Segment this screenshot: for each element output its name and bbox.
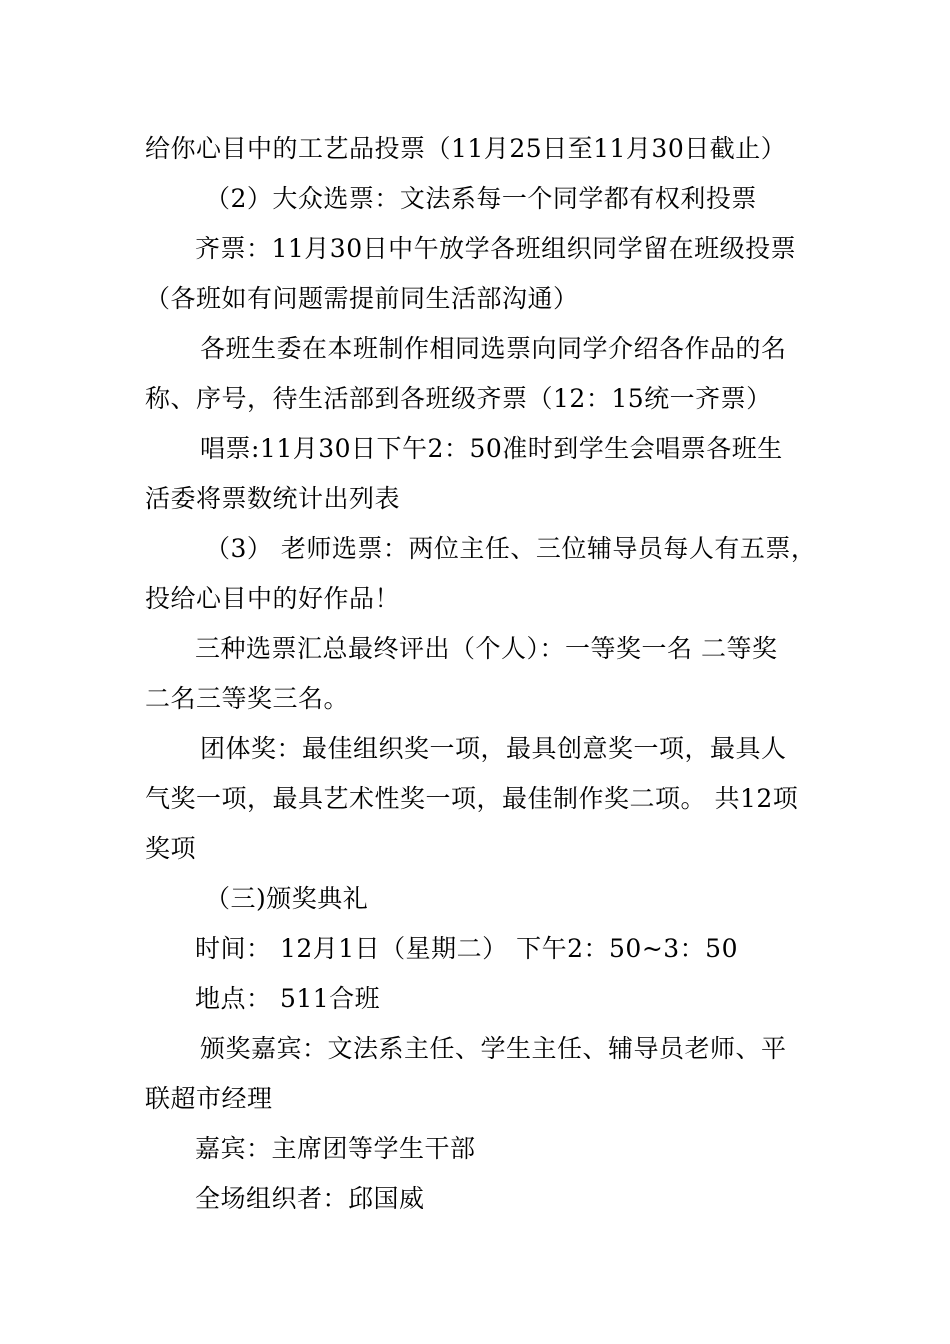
- text-line: 奖项: [145, 834, 197, 863]
- text-line: 给你心目中的工艺品投票（11月25日至11月30日截止）: [145, 134, 787, 163]
- document-body: [145, 124, 817, 1224]
- text-line: 时间： 12月1日（星期二） 下午2：50~3：50: [195, 934, 738, 963]
- text-line: （2）大众选票：文法系每一个同学都有权利投票: [205, 184, 757, 213]
- text-line: 嘉宾：主席团等学生干部: [195, 1134, 476, 1163]
- text-line: 气奖一项，最具艺术性奖一项，最佳制作奖二项。 共12项: [145, 784, 799, 813]
- text-line: 三种选票汇总最终评出（个人）：一等奖一名 二等奖: [195, 634, 778, 663]
- text-line: 唱票:11月30日下午2：50准时到学生会唱票各班生: [200, 434, 783, 463]
- text-line: 全场组织者：邱国威: [195, 1184, 425, 1213]
- text-line: 团体奖：最佳组织奖一项，最具创意奖一项，最具人: [200, 734, 787, 763]
- text-line: 活委将票数统计出列表: [145, 484, 401, 513]
- text-line: 联超市经理: [145, 1084, 273, 1113]
- text-line: 称、序号，待生活部到各班级齐票（12：15统一齐票）: [145, 384, 772, 413]
- text-line: 二名三等奖三名。: [145, 684, 350, 713]
- text-line: 颁奖嘉宾：文法系主任、学生主任、辅导员老师、平: [200, 1034, 787, 1063]
- section-heading: （三)颁奖典礼: [205, 884, 369, 913]
- text-line: 投给心目中的好作品！: [145, 584, 401, 613]
- text-line: 地点： 511合班: [195, 984, 381, 1013]
- text-line: （各班如有问题需提前同生活部沟通）: [145, 284, 579, 313]
- text-line: 各班生委在本班制作相同选票向同学介绍各作品的名: [200, 334, 787, 363]
- text-line: （3） 老师选票：两位主任、三位辅导员每人有五票，: [205, 534, 817, 563]
- text-line: 齐票：11月30日中午放学各班组织同学留在班级投票: [195, 234, 797, 263]
